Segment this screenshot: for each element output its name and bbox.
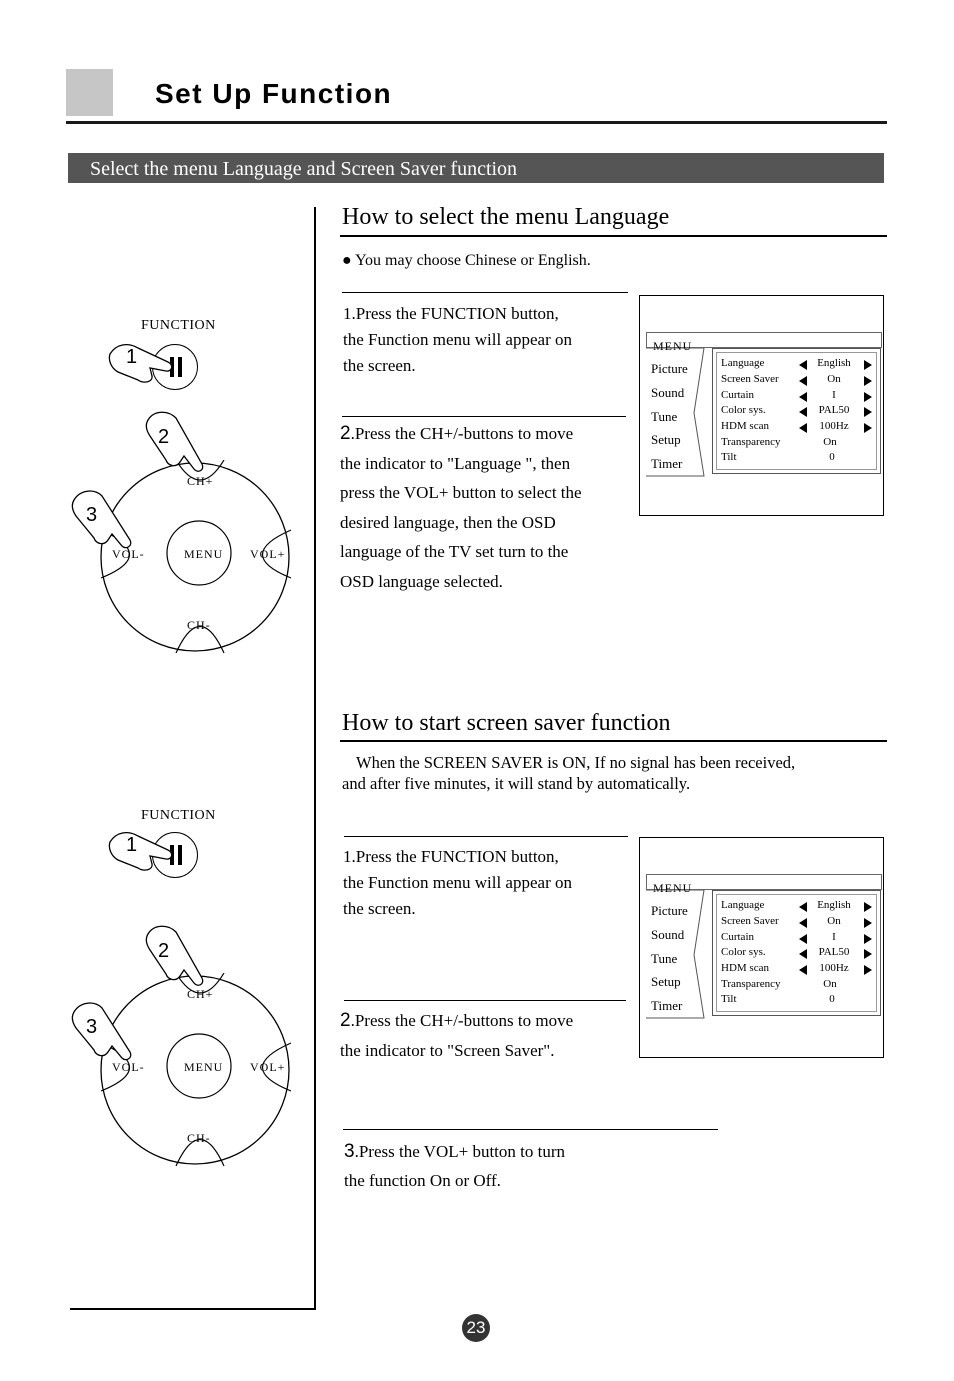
osd-row-value: On	[823, 436, 837, 448]
left-arrow-icon	[799, 965, 807, 975]
pointing-hand-icon	[108, 828, 180, 876]
right-arrow-icon	[864, 392, 872, 402]
osd-row-value: I	[832, 389, 836, 401]
osd-side-item-sound: Sound	[651, 927, 685, 942]
osd-row-label: Color sys.	[721, 404, 766, 416]
pointing-hand-icon	[108, 340, 180, 388]
osd-side-item-picture: Picture	[651, 903, 688, 918]
osd-row-label: Tilt	[721, 993, 737, 1005]
right-arrow-icon	[864, 360, 872, 370]
osd-row-label: Tilt	[721, 451, 737, 463]
step-digit: 2	[158, 940, 170, 962]
bullet-dot-icon: ●	[342, 252, 356, 269]
page-title: Set Up Function	[155, 78, 393, 109]
section2-step2: 2.Press the CH+/-buttons to move the indicator to "Screen Saver".	[340, 1010, 574, 1060]
osd-row-value: On	[827, 373, 841, 385]
osd-side-item-timer: Timer	[651, 456, 683, 471]
header-gray-block	[66, 69, 113, 116]
step-digit: 3	[86, 504, 98, 526]
osd-row-value: On	[823, 978, 837, 990]
function-label: FUNCTION	[141, 318, 216, 333]
left-arrow-icon	[799, 407, 807, 417]
step-rule	[343, 1129, 718, 1130]
pointing-hand-icon	[140, 918, 210, 990]
step-digit: 2	[158, 426, 170, 448]
vol-plus-label: VOL+	[250, 547, 286, 561]
osd-row-value: PAL50	[818, 946, 850, 958]
osd-menu-screenshot	[639, 295, 884, 516]
ch-plus-label: CH+	[187, 987, 214, 1001]
osd-row-label: Screen Saver	[721, 373, 779, 385]
pointing-hand-icon	[140, 404, 210, 476]
step-rule	[342, 292, 628, 293]
osd-row-label: Curtain	[721, 931, 754, 943]
right-arrow-icon	[864, 918, 872, 928]
osd-row-value: 0	[829, 451, 835, 463]
right-arrow-icon	[864, 965, 872, 975]
right-arrow-icon	[864, 423, 872, 433]
left-arrow-icon	[799, 949, 807, 959]
left-arrow-icon	[799, 918, 807, 928]
bottom-rule	[70, 1308, 316, 1310]
osd-row-value: PAL50	[818, 404, 850, 416]
section1-title: How to select the menu Language	[342, 204, 670, 230]
pointing-hand-icon	[68, 996, 140, 1068]
osd-row-label: Color sys.	[721, 946, 766, 958]
left-arrow-icon	[799, 902, 807, 912]
page-number: 23	[462, 1314, 490, 1342]
banner-text: Select the menu Language and Screen Saver function	[90, 158, 518, 180]
menu-label: MENU	[184, 547, 224, 561]
section1-rule	[340, 235, 887, 237]
function-label: FUNCTION	[141, 808, 216, 823]
osd-side-item-picture: Picture	[651, 361, 688, 376]
step-digit: 1	[126, 346, 138, 368]
osd-row-label: Transparency	[721, 436, 781, 448]
osd-row-value: 100Hz	[819, 420, 849, 432]
section2-step3: 3.Press the VOL+ button to turn the function On or Off.	[344, 1141, 566, 1190]
left-arrow-icon	[799, 423, 807, 433]
ch-minus-label: CH-	[187, 618, 211, 632]
osd-row-label: Language	[721, 899, 765, 911]
section2-title: How to start screen saver function	[342, 710, 671, 736]
osd-row-value: 0	[829, 993, 835, 1005]
osd-row-value: English	[817, 357, 851, 369]
right-arrow-icon	[864, 407, 872, 417]
osd-row-label: Screen Saver	[721, 915, 779, 927]
osd-row-value: On	[827, 915, 841, 927]
ch-plus-label: CH+	[187, 474, 214, 488]
section2-step1: 1.Press the FUNCTION button, the Function menu will appear on the screen.	[343, 847, 572, 918]
section1-step2: 2.Press the CH+/-buttons to move the indicator to "Language ", then press the VOL+ button to select the desired language, then the OSD language of the TV set turn to the OSD language selected.	[340, 423, 582, 591]
osd-row-value: I	[832, 931, 836, 943]
osd-row-label: Language	[721, 357, 765, 369]
osd-side-item-tune: Tune	[651, 409, 678, 424]
vol-minus-label: VOL-	[112, 547, 145, 561]
right-arrow-icon	[864, 949, 872, 959]
step-digit: 3	[86, 1016, 98, 1038]
menu-label: MENU	[184, 1060, 224, 1074]
step-digit: 1	[126, 834, 138, 856]
osd-side-item-setup: Setup	[651, 974, 681, 989]
osd-row-label: HDM scan	[721, 962, 769, 974]
ch-minus-label: CH-	[187, 1131, 211, 1145]
left-arrow-icon	[799, 376, 807, 386]
left-arrow-icon	[799, 360, 807, 370]
osd-row-value: English	[817, 899, 851, 911]
column-divider	[314, 207, 316, 1309]
right-arrow-icon	[864, 934, 872, 944]
osd-menu-label: MENU	[653, 881, 693, 895]
section2-rule	[340, 740, 887, 742]
right-arrow-icon	[864, 902, 872, 912]
section1-step1: 1.Press the FUNCTION button, the Function menu will appear on the screen.	[343, 304, 572, 375]
osd-side-item-tune: Tune	[651, 951, 678, 966]
header-rule	[66, 121, 887, 124]
osd-side-item-sound: Sound	[651, 385, 685, 400]
vol-minus-label: VOL-	[112, 1060, 145, 1074]
section1-bullet: ● You may choose Chinese or English.	[342, 252, 591, 269]
osd-side-item-timer: Timer	[651, 998, 683, 1013]
osd-row-label: Transparency	[721, 978, 781, 990]
section2-intro: When the SCREEN SAVER is ON, If no signal has been received, and after five minutes, it will stand by automatically.	[342, 753, 796, 793]
osd-row-label: HDM scan	[721, 420, 769, 432]
left-arrow-icon	[799, 934, 807, 944]
osd-menu-label: MENU	[653, 339, 693, 353]
step-rule	[344, 836, 628, 837]
pointing-hand-icon	[68, 484, 140, 556]
osd-menu-screenshot	[639, 837, 884, 1058]
vol-plus-label: VOL+	[250, 1060, 286, 1074]
step-rule	[342, 416, 626, 417]
right-arrow-icon	[864, 376, 872, 386]
left-arrow-icon	[799, 392, 807, 402]
step-rule	[344, 1000, 626, 1001]
osd-side-item-setup: Setup	[651, 432, 681, 447]
osd-row-label: Curtain	[721, 389, 754, 401]
osd-row-value: 100Hz	[819, 962, 849, 974]
